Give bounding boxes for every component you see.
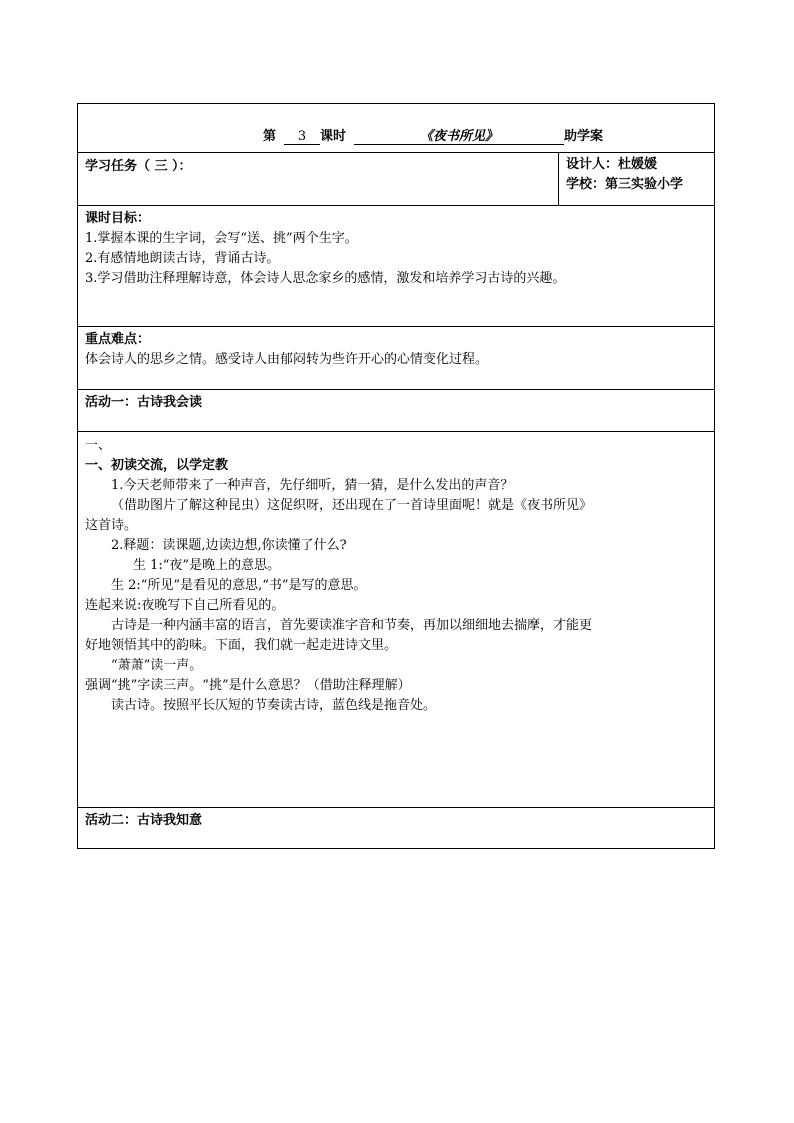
body-line: 2.释题：读课题,边读边想,你读懂了什么? [111, 538, 347, 553]
author-info [558, 153, 714, 205]
body-line: “萧萧”读一声。 [111, 658, 203, 673]
body-line: 强调“挑”字读三声。“挑”是什么意思？（借助注释理解） [85, 678, 411, 693]
activity1-content [78, 431, 714, 807]
body-line: 读古诗。按照平长仄短的节奏读古诗，蓝色线是拖音处。 [111, 698, 437, 713]
goals-heading: 课时目标： [85, 211, 151, 226]
activity1-section [78, 389, 714, 431]
goal-item: 2.有感情地朗读古诗，背诵古诗。 [85, 251, 280, 266]
title-row [78, 104, 714, 152]
activity2-heading: 活动二：古诗我知意 [85, 813, 203, 828]
lesson-number: 3 [284, 129, 320, 145]
goals-section [78, 205, 714, 326]
activity1-heading: 活动一：古诗我会读 [85, 395, 203, 410]
body-line: 好地领悟其中的韵味。下面，我们就一起走进诗文里。 [85, 638, 398, 653]
poem-title: 《夜书所见》 [354, 129, 564, 145]
doc-type: 助学案 [564, 129, 604, 144]
task-row [78, 152, 714, 205]
key-points-text: 体会诗人的思乡之情。感受诗人由郁闷转为些许开心的心情变化过程。 [85, 352, 489, 367]
school: 学校：第三实验小学 [566, 177, 684, 192]
title-prefix: 第 [263, 129, 277, 144]
task-label: 学习任务（ 三 ）： [85, 159, 192, 174]
body-line: 连起来说:夜晚写下自己所看见的。 [85, 598, 285, 613]
activity2-section [78, 807, 714, 848]
lesson-plan-table [77, 103, 715, 849]
page-title [263, 127, 603, 147]
goal-item: 1.掌握本课的生字词，会写“送、挑”两个生字。 [85, 231, 358, 246]
key-points-heading: 重点难点： [85, 332, 151, 347]
designer: 设计人：杜媛媛 [566, 157, 658, 172]
lesson-suffix: 课时 [320, 129, 347, 144]
body-line: 生 1:“夜”是晚上的意思。 [133, 558, 281, 573]
body-line: 这首诗。 [85, 518, 138, 533]
body-line: 古诗是一种内涵丰富的语言，首先要读准字音和节奏，再加以细细地去揣摩，才能更 [111, 618, 593, 633]
section-heading: 一、初读交流，以学定教 [85, 458, 229, 473]
body-line: 生 2:“所见”是看见的意思,“书”是写的意思。 [111, 578, 367, 593]
body-line: （借助图片了解这种昆虫）这促织呀，还出现在了一首诗里面呢！就是《夜书所见》 [111, 498, 593, 513]
body-line: 1.今天老师带来了一种声音，先仔细听，猜一猜，是什么发出的声音？ [111, 478, 514, 493]
key-points-section [78, 326, 714, 389]
body-line: 一、 [85, 438, 112, 453]
goal-item: 3.学习借助注释理解诗意，体会诗人思念家乡的感情，激发和培养学习古诗的兴趣。 [85, 271, 566, 286]
